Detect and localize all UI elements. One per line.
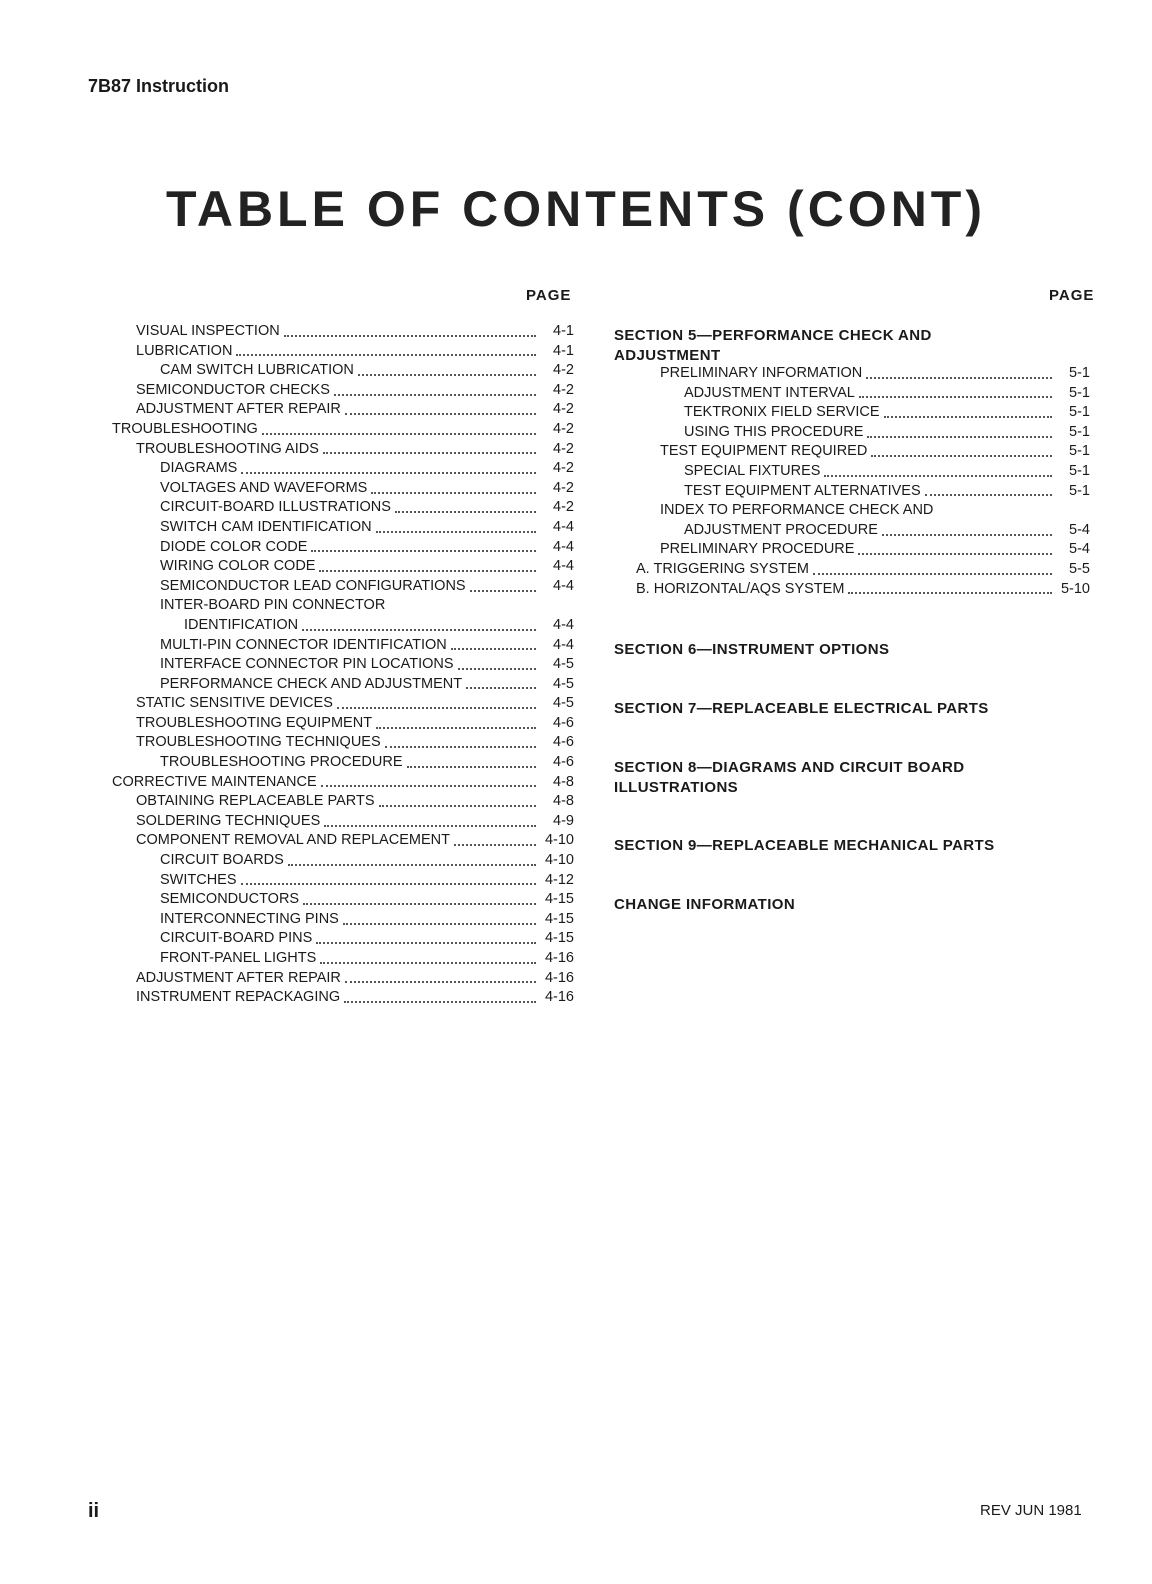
toc-entry[interactable] — [112, 812, 574, 832]
toc-entry-page: 4-2 — [553, 401, 574, 418]
toc-entry-page: 4-8 — [553, 773, 574, 790]
toc-entry[interactable] — [112, 694, 574, 714]
toc-entry[interactable] — [112, 322, 574, 342]
toc-entry-title: TROUBLESHOOTING — [112, 420, 258, 437]
toc-entry-title: WIRING COLOR CODE — [160, 558, 316, 575]
section-9-heading[interactable]: SECTION 9—REPLACEABLE MECHANICAL PARTS — [614, 837, 995, 854]
toc-entry-title: CIRCUIT-BOARD ILLUSTRATIONS — [160, 499, 391, 516]
toc-entry[interactable] — [614, 403, 1090, 423]
toc-entry-page: 4-2 — [553, 362, 574, 379]
toc-entry-page: 4-9 — [553, 812, 574, 829]
page-title: TABLE OF CONTENTS (CONT) — [166, 181, 986, 237]
toc-entry-title: VISUAL INSPECTION — [136, 323, 280, 339]
toc-entry-title: ADJUSTMENT AFTER REPAIR — [136, 401, 341, 418]
toc-entry-page: 4-4 — [553, 558, 574, 575]
toc-entry[interactable] — [112, 910, 574, 930]
toc-entry-page: 4-6 — [553, 754, 574, 771]
toc-entry-title: TROUBLESHOOTING TECHNIQUES — [136, 734, 381, 751]
toc-entry-page: 4-2 — [553, 460, 574, 477]
toc-entry[interactable] — [614, 364, 1090, 384]
section-5-line2: ADJUSTMENT — [614, 347, 721, 364]
section-8-line2: ILLUSTRATIONS — [614, 779, 739, 796]
toc-entry-page: 5-4 — [1069, 521, 1090, 538]
toc-entry[interactable] — [614, 462, 1090, 482]
toc-entry-page: 5-10 — [1060, 580, 1090, 597]
toc-entry-page: 4-16 — [544, 950, 574, 966]
toc-entry-title: TEST EQUIPMENT ALTERNATIVES — [684, 482, 921, 499]
toc-entry-page: 4-2 — [553, 440, 574, 457]
toc-entry-page: 4-4 — [553, 538, 574, 555]
toc-entry[interactable] — [112, 714, 574, 734]
toc-entry-title: DIODE COLOR CODE — [160, 538, 308, 555]
toc-entry[interactable] — [112, 929, 574, 949]
toc-entry-title: SOLDERING TECHNIQUES — [136, 812, 321, 829]
toc-entry[interactable] — [112, 636, 574, 656]
toc-entry[interactable] — [112, 890, 574, 910]
toc-entry-title: TEST EQUIPMENT REQUIRED — [660, 443, 868, 460]
toc-entry-page: 4-10 — [544, 832, 574, 849]
toc-right-column — [614, 364, 1090, 599]
toc-entry[interactable] — [112, 616, 574, 636]
toc-entry-page: 4-4 — [553, 518, 574, 535]
change-information-heading[interactable]: CHANGE INFORMATION — [614, 896, 796, 913]
toc-entry-page: 5-1 — [1069, 404, 1090, 421]
toc-entry-title: OBTAINING REPLACEABLE PARTS — [136, 793, 375, 810]
toc-entry-page: 4-4 — [553, 616, 574, 633]
toc-entry-title: INDEX TO PERFORMANCE CHECK AND — [660, 502, 934, 519]
page-number: ii — [88, 1500, 100, 1522]
toc-entry-page: 4-16 — [544, 969, 574, 986]
section-8-line1: SECTION 8—DIAGRAMS AND CIRCUIT BOARD — [614, 759, 965, 776]
toc-entry[interactable] — [112, 361, 574, 381]
toc-entry-page: 4-5 — [553, 695, 574, 712]
revision-date: REV JUN 1981 — [980, 1502, 1082, 1519]
section-6-heading[interactable]: SECTION 6—INSTRUMENT OPTIONS — [614, 641, 890, 658]
toc-entry-title: TROUBLESHOOTING PROCEDURE — [160, 754, 403, 771]
toc-entry-page: 4-2 — [553, 381, 574, 398]
toc-entry-title: CAM SWITCH LUBRICATION — [160, 362, 354, 379]
section-5-heading[interactable] — [614, 326, 1054, 366]
toc-entry-title: INTER-BOARD PIN CONNECTOR — [160, 597, 386, 614]
toc-entry-page: 4-2 — [553, 499, 574, 516]
toc-entry[interactable] — [112, 831, 574, 851]
toc-entry-title: MULTI-PIN CONNECTOR IDENTIFICATION — [160, 636, 447, 653]
toc-entry-title: A. TRIGGERING SYSTEM — [636, 560, 809, 577]
toc-entry-page: 5-1 — [1069, 423, 1090, 440]
toc-entry[interactable] — [614, 384, 1090, 404]
toc-entry-page: 4-5 — [553, 656, 574, 673]
toc-entry[interactable] — [112, 498, 574, 518]
toc-entry-page: 5-1 — [1069, 365, 1090, 381]
toc-entry-title: COMPONENT REMOVAL AND REPLACEMENT — [136, 832, 450, 849]
toc-entry-title: VOLTAGES AND WAVEFORMS — [160, 479, 368, 496]
toc-entry-title: SEMICONDUCTOR CHECKS — [136, 381, 330, 398]
document-header: 7B87 Instruction — [88, 76, 230, 96]
toc-entry-title: CIRCUIT-BOARD PINS — [160, 930, 313, 947]
toc-entry[interactable] — [112, 733, 574, 753]
toc-entry-page: 4-6 — [553, 714, 574, 731]
toc-entry-title: IDENTIFICATION — [184, 616, 299, 633]
toc-entry[interactable] — [112, 538, 574, 558]
toc-entry-page: 4-15 — [544, 891, 574, 908]
toc-entry-page: 5-1 — [1069, 462, 1090, 479]
toc-entry-title: PRELIMINARY INFORMATION — [660, 365, 863, 381]
toc-entry-page: 4-1 — [553, 342, 574, 359]
section-7-heading[interactable]: SECTION 7—REPLACEABLE ELECTRICAL PARTS — [614, 700, 989, 717]
toc-entry-title: DIAGRAMS — [160, 460, 238, 477]
toc-entry-page: 4-12 — [544, 871, 574, 888]
toc-entry-page: 5-4 — [1069, 541, 1090, 558]
toc-entry-title: TROUBLESHOOTING AIDS — [136, 440, 319, 457]
toc-entry-title: SWITCH CAM IDENTIFICATION — [160, 518, 372, 535]
toc-entry-title: INSTRUMENT REPACKAGING — [136, 989, 341, 1006]
toc-entry-title: USING THIS PROCEDURE — [684, 423, 864, 440]
toc-entry-title: SWITCHES — [160, 871, 237, 888]
toc-entry-page: 4-6 — [553, 734, 574, 751]
toc-entry-page: 4-15 — [544, 930, 574, 947]
toc-entry-page: 5-1 — [1069, 443, 1090, 460]
toc-entry[interactable] — [614, 540, 1090, 560]
toc-entry-page: 5-1 — [1069, 384, 1090, 401]
toc-entry-page: 4-8 — [553, 793, 574, 810]
toc-entry-page: 4-1 — [553, 323, 574, 339]
toc-entry-page: 4-2 — [553, 420, 574, 437]
toc-entry[interactable] — [112, 596, 574, 616]
toc-entry-page: 4-16 — [544, 989, 574, 1006]
toc-entry[interactable] — [112, 655, 574, 675]
toc-entry-title: SEMICONDUCTORS — [160, 891, 300, 908]
toc-entry-title: PRELIMINARY PROCEDURE — [660, 541, 855, 558]
toc-entry-title: FRONT-PANEL LIGHTS — [160, 950, 317, 966]
section-5-line1: SECTION 5—PERFORMANCE CHECK AND — [614, 327, 932, 344]
toc-entry-page: 4-5 — [553, 675, 574, 692]
toc-entry[interactable] — [112, 969, 574, 989]
toc-entry[interactable] — [112, 773, 574, 793]
toc-entry[interactable] — [112, 557, 574, 577]
toc-entry[interactable] — [112, 518, 574, 538]
toc-entry-title: ADJUSTMENT INTERVAL — [684, 384, 855, 401]
toc-entry[interactable] — [112, 440, 574, 460]
toc-entry-title: ADJUSTMENT AFTER REPAIR — [136, 969, 341, 986]
toc-entry-title: PERFORMANCE CHECK AND ADJUSTMENT — [160, 675, 463, 692]
toc-entry-title: LUBRICATION — [136, 342, 233, 359]
toc-entry[interactable] — [112, 420, 574, 440]
toc-entry[interactable] — [614, 521, 1090, 541]
toc-entry-page: 5-1 — [1069, 482, 1090, 499]
section-8-heading[interactable] — [614, 758, 1054, 798]
toc-entry[interactable] — [112, 342, 574, 362]
toc-entry-title: INTERCONNECTING PINS — [160, 910, 339, 927]
right-page-label: PAGE — [1049, 287, 1095, 304]
toc-entry-title: ADJUSTMENT PROCEDURE — [684, 521, 878, 538]
toc-entry[interactable] — [112, 675, 574, 695]
toc-entry[interactable] — [112, 577, 574, 597]
toc-entry-title: INTERFACE CONNECTOR PIN LOCATIONS — [160, 656, 454, 673]
toc-entry-title: B. HORIZONTAL/AQS SYSTEM — [636, 580, 845, 597]
toc-entry[interactable] — [112, 792, 574, 812]
toc-entry[interactable] — [614, 501, 1090, 521]
left-page-label: PAGE — [526, 287, 572, 304]
toc-entry[interactable] — [614, 442, 1090, 462]
toc-entry-page: 5-5 — [1069, 560, 1090, 577]
toc-entry-title: TROUBLESHOOTING EQUIPMENT — [136, 714, 373, 731]
toc-entry[interactable] — [614, 423, 1090, 443]
toc-entry[interactable] — [112, 871, 574, 891]
toc-entry[interactable] — [112, 400, 574, 420]
toc-entry[interactable] — [112, 851, 574, 871]
toc-entry-title: SPECIAL FIXTURES — [684, 462, 821, 479]
toc-entry[interactable] — [112, 381, 574, 401]
toc-entry-title: TEKTRONIX FIELD SERVICE — [684, 404, 880, 421]
toc-entry[interactable] — [112, 753, 574, 773]
toc-left-column — [112, 322, 574, 1008]
toc-entry[interactable] — [614, 580, 1090, 600]
toc-entry-page: 4-2 — [553, 479, 574, 496]
toc-entry-page: 4-15 — [544, 910, 574, 927]
toc-entry[interactable] — [112, 459, 574, 479]
toc-entry[interactable] — [112, 988, 574, 1008]
toc-entry-title: STATIC SENSITIVE DEVICES — [136, 695, 333, 712]
toc-entry[interactable] — [112, 479, 574, 499]
toc-entry-title: SEMICONDUCTOR LEAD CONFIGURATIONS — [160, 577, 466, 594]
toc-entry[interactable] — [614, 482, 1090, 502]
toc-entry-page: 4-10 — [544, 852, 574, 869]
toc-entry[interactable] — [614, 560, 1090, 580]
toc-entry-title: CIRCUIT BOARDS — [160, 852, 284, 869]
toc-entry-page: 4-4 — [553, 636, 574, 653]
toc-entry-title: CORRECTIVE MAINTENANCE — [112, 773, 317, 790]
toc-entry[interactable] — [112, 949, 574, 969]
toc-entry-page: 4-4 — [553, 577, 574, 594]
